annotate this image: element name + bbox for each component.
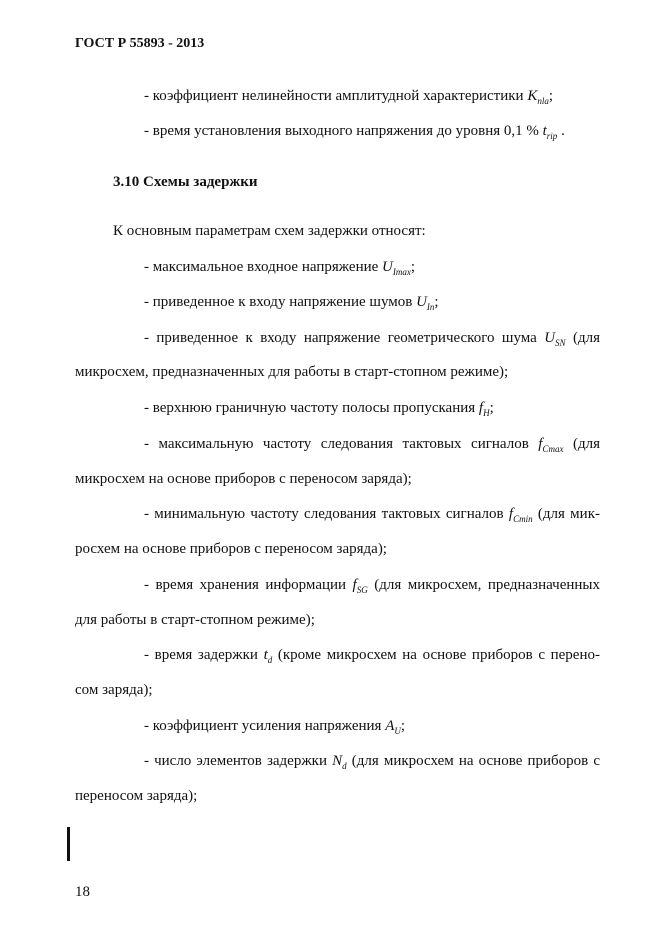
list-item-text: (кроме микросхем на основе приборов с перено- <box>272 647 600 663</box>
symbol-subscript: d <box>342 761 347 771</box>
page-number: 18 <box>75 884 90 900</box>
list-item <box>144 717 405 740</box>
punct: . <box>557 123 565 139</box>
list-item-continuation: переносом заряда); <box>75 788 198 804</box>
symbol: f <box>478 400 484 416</box>
symbol: U <box>416 294 427 310</box>
punct: ; <box>434 294 439 310</box>
document-header: ГОСТ Р 55893 - 2013 <box>75 36 205 51</box>
intro-paragraph: К основным параметрам схем задержки относят: <box>113 223 426 239</box>
list-item-text: (для микросхем, предназначенных <box>367 577 600 593</box>
list-item-text: - минимальную частоту следования тактовых сигналов <box>144 506 509 522</box>
list-item <box>144 576 600 599</box>
list-item-text: - приведенное к входу напряжение шумов <box>144 294 417 310</box>
list-item <box>144 87 553 110</box>
list-item <box>144 399 494 422</box>
symbol: t <box>263 647 268 663</box>
list-item-text: (для <box>563 436 600 452</box>
symbol-subscript: rip <box>546 131 558 141</box>
symbol-subscript: Cmax <box>542 444 564 454</box>
symbol-subscript: Imax <box>392 267 411 277</box>
list-item-text: - коэффициент нелинейности амплитудной характеристики <box>144 88 528 104</box>
symbol-subscript: In <box>426 302 435 312</box>
list-item <box>144 293 439 316</box>
punct: ; <box>410 259 416 275</box>
symbol-subscript: SG <box>356 585 368 595</box>
list-item-text: (для микросхем на основе приборов с <box>346 753 600 769</box>
symbol: f <box>538 436 543 452</box>
symbol-subscript: Cmin <box>513 514 533 524</box>
list-item-text: - время задержки <box>144 647 264 663</box>
symbol: K <box>527 88 538 104</box>
list-item-text: (для <box>565 330 600 346</box>
symbol: U <box>544 330 556 346</box>
symbol-subscript: H <box>483 408 490 418</box>
symbol-subscript: d <box>267 655 273 665</box>
section-title: 3.10 Схемы задержки <box>113 174 258 190</box>
list-item-continuation: росхем на основе приборов с переносом заряда); <box>75 541 387 557</box>
list-item-continuation: микросхем на основе приборов с переносом заряда); <box>75 471 412 487</box>
change-bar-mark <box>67 827 70 861</box>
symbol: U <box>382 259 393 275</box>
list-item-text: - приведенное к входу напряжение геометрического шума <box>144 330 545 346</box>
symbol: f <box>352 577 357 593</box>
list-item-text: - время установления выходного напряжения до уровня 0,1 % <box>144 123 543 139</box>
symbol-subscript: nla <box>537 96 549 106</box>
list-item <box>144 329 600 352</box>
symbol-subscript: SN <box>555 338 566 348</box>
list-item <box>144 122 565 145</box>
list-item-text: - максимальную частоту следования тактовых сигналов <box>144 436 539 452</box>
list-item-text: - число элементов задержки <box>144 753 333 769</box>
list-item-continuation: микросхем, предназначенных для работы в старт-стопном режиме); <box>75 364 509 380</box>
punct: ; <box>400 718 406 734</box>
list-item-continuation: для работы в старт-стопном режиме); <box>75 612 315 628</box>
punct: ; <box>489 400 494 416</box>
symbol-subscript: U <box>394 726 401 736</box>
symbol: f <box>508 506 514 522</box>
list-item-text: - верхнюю граничную частоту полосы пропускания <box>144 400 479 416</box>
symbol: t <box>542 123 547 139</box>
list-item-text: - время хранения информации <box>144 577 353 593</box>
list-item-continuation: сом заряда); <box>75 682 153 698</box>
list-item <box>144 646 600 669</box>
list-item <box>144 752 600 775</box>
list-item <box>144 505 600 528</box>
list-item <box>144 258 415 281</box>
list-item <box>144 435 600 458</box>
list-item-text: - коэффициент усиления напряжения <box>144 718 386 734</box>
symbol: N <box>332 753 343 769</box>
symbol: A <box>385 718 395 734</box>
punct: ; <box>548 88 554 104</box>
list-item-text: - максимальное входное напряжение <box>144 259 383 275</box>
list-item-text: (для мик- <box>532 506 600 522</box>
